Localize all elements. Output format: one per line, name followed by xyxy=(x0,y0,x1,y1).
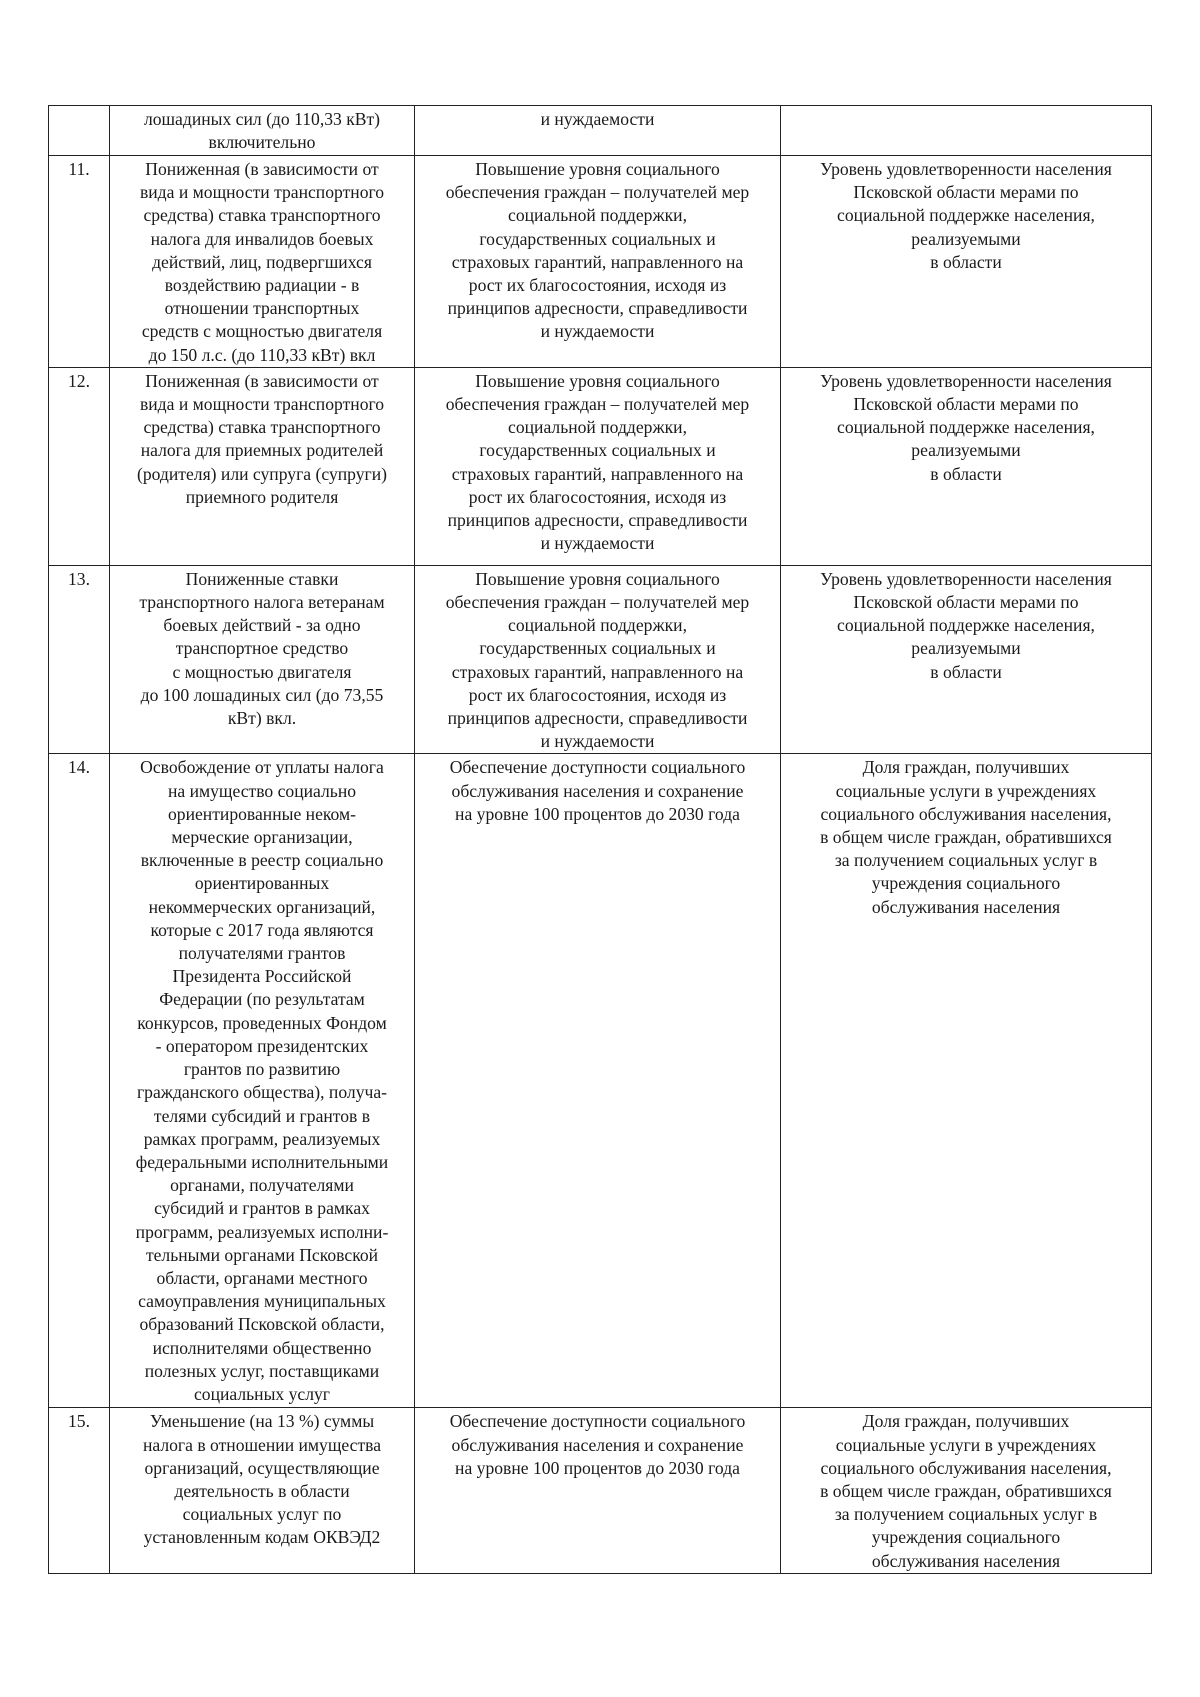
goal-cell: Повышение уровня социального обеспечения граждан – получателей мер социальной поддержки, государственных социальных и страховых гарантий, направленного на рост их благосостояния, исходя из принципов адресности, справедливости и нуждаемости xyxy=(415,565,781,754)
row-number: 15. xyxy=(49,1408,110,1574)
goal-cell: Обеспечение доступности социального обслуживания населения и сохранение на уровне 100 процентов до 2030 года xyxy=(415,1408,781,1574)
goal-cell: Обеспечение доступности социального обслуживания населения и сохранение на уровне 100 процентов до 2030 года xyxy=(415,754,781,1408)
goal-cell: Повышение уровня социального обеспечения граждан – получателей мер социальной поддержки, государственных социальных и страховых гарантий, направленного на рост их благосостояния, исходя из принципов адресности, справедливости и нуждаемости xyxy=(415,156,781,368)
benefit-cell: Пониженная (в зависимости от вида и мощности транспортного средства) ставка транспортного налога для приемных родителей (родителя) или супруга (супруги) приемного родителя xyxy=(110,367,415,565)
row-number xyxy=(49,106,110,156)
indicator-cell: Доля граждан, получивших социальные услуги в учреждениях социального обслуживания населения, в общем числе граждан, обратившихся за получением социальных услуг в учреждения социального обслуживания населения xyxy=(781,754,1152,1408)
tax-benefits-table xyxy=(48,105,1152,1574)
benefit-cell: Пониженная (в зависимости от вида и мощности транспортного средства) ставка транспортного налога для инвалидов боевых действий, лиц, подвергшихся воздействию радиации - в отношении транспортных средств с мощностью двигателя до 150 л.с. (до 110,33 кВт) вкл xyxy=(110,156,415,368)
row-number: 13. xyxy=(49,565,110,754)
indicator-cell: Уровень удовлетворенности населения Псковской области мерами по социальной поддержке населения, реализуемыми в области xyxy=(781,156,1152,368)
benefit-cell: Освобождение от уплаты налога на имущество социально ориентированные неком- мерческие организации, включенные в реестр социально ориентированных некоммерческих организаций, которые с 2017 года являются получателями грантов Президента Российской Федерации (по результатам конкурсов, проведенных Фондом - оператором президентских грантов по развитию гражданского общества), получа- телями субсидий и грантов в рамках программ, реализуемых федеральными исполнительными органами, получателями субсидий и грантов в рамках программ, реализуемых исполни- тельными органами Псковской области, органами местного самоуправления муниципальных образований Псковской области, исполнителями общественно полезных услуг, поставщиками социальных услуг xyxy=(110,754,415,1408)
table-row xyxy=(49,754,1152,1408)
row-number: 11. xyxy=(49,156,110,368)
goal-cell: и нуждаемости xyxy=(415,106,781,156)
table-row xyxy=(49,106,1152,156)
indicator-cell xyxy=(781,106,1152,156)
table-row xyxy=(49,367,1152,565)
benefit-cell: Пониженные ставки транспортного налога ветеранам боевых действий - за одно транспортное средство с мощностью двигателя до 100 лошадиных сил (до 73,55 кВт) вкл. xyxy=(110,565,415,754)
indicator-cell: Уровень удовлетворенности населения Псковской области мерами по социальной поддержке населения, реализуемыми в области xyxy=(781,367,1152,565)
table-row xyxy=(49,1408,1152,1574)
indicator-cell: Уровень удовлетворенности населения Псковской области мерами по социальной поддержке населения, реализуемыми в области xyxy=(781,565,1152,754)
benefit-cell: Уменьшение (на 13 %) суммы налога в отношении имущества организаций, осуществляющие деятельность в области социальных услуг по установленным кодам ОКВЭД2 xyxy=(110,1408,415,1574)
goal-cell: Повышение уровня социального обеспечения граждан – получателей мер социальной поддержки, государственных социальных и страховых гарантий, направленного на рост их благосостояния, исходя из принципов адресности, справедливости и нуждаемости xyxy=(415,367,781,565)
row-number: 14. xyxy=(49,754,110,1408)
table-row xyxy=(49,565,1152,754)
benefit-cell: лошадиных сил (до 110,33 кВт) включительно xyxy=(110,106,415,156)
table-row xyxy=(49,156,1152,368)
indicator-cell: Доля граждан, получивших социальные услуги в учреждениях социального обслуживания населения, в общем числе граждан, обратившихся за получением социальных услуг в учреждения социального обслуживания населения xyxy=(781,1408,1152,1574)
row-number: 12. xyxy=(49,367,110,565)
